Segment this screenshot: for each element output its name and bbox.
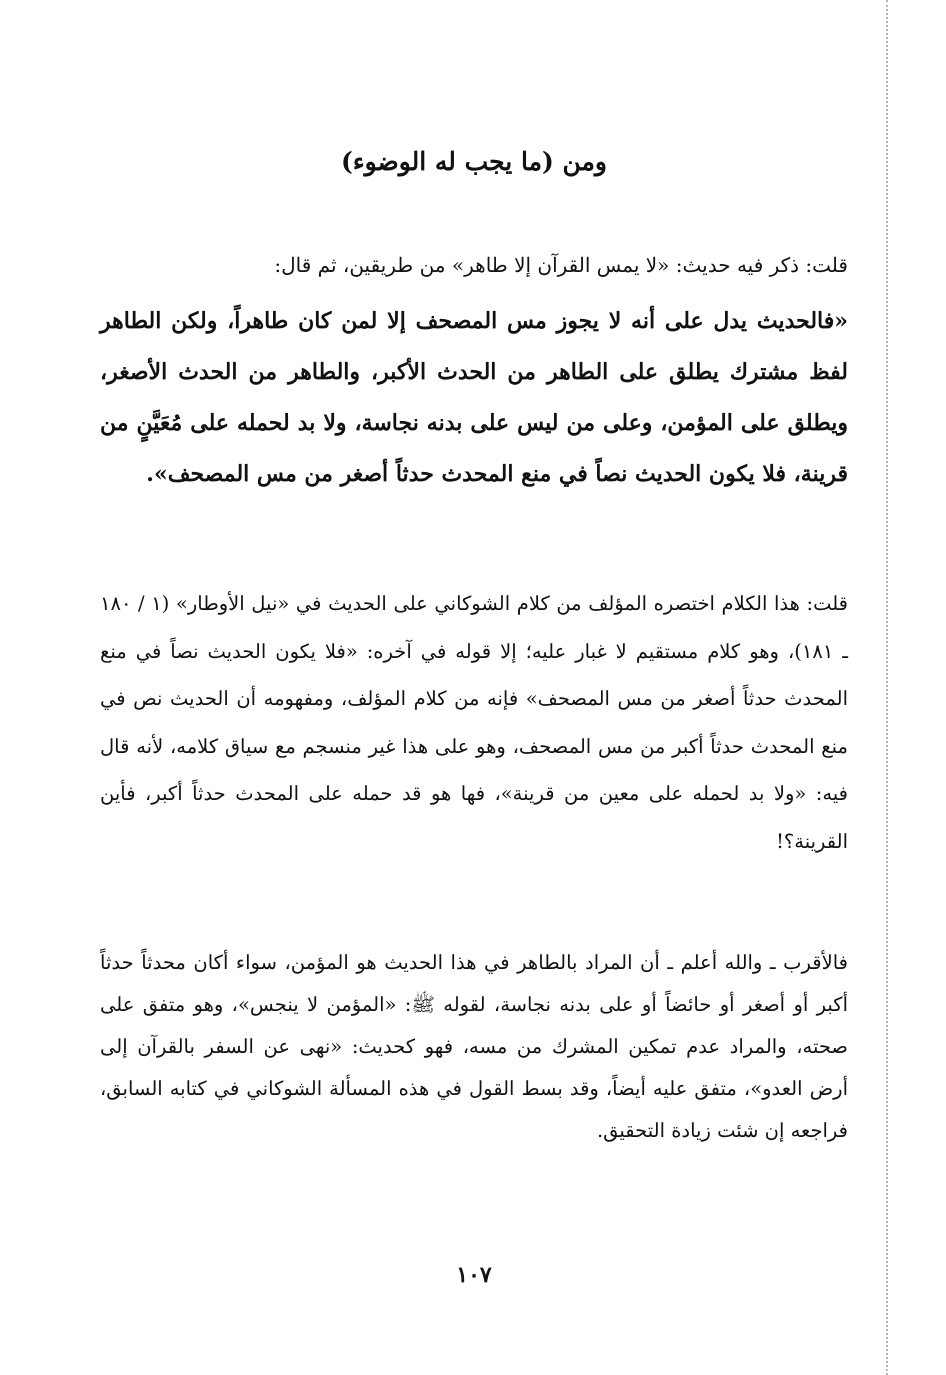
- intro-paragraph: قلت: ذكر فيه حديث: «لا يمس القرآن إلا طاهر» من طريقين، ثم قال:: [274, 253, 848, 277]
- commentary-paragraph: قلت: هذا الكلام اختصره المؤلف من كلام الشوكاني على الحديث في «نيل الأوطار» (١ / ١٨٠ ـ ١٨١)، وهو كلام مستقيم لا غبار عليه؛ إلا قوله في آخره: «فلا يكون الحديث نصاً في منع المحدث حدثاً أصغر من مس المصحف» فإنه من كلام المؤلف، ومفهومه أن الحديث نص في منع المحدث حدثاً أكبر من مس المصحف، وهو على هذا غير منسجم مع سياق كلامه، لأنه قال فيه: «ولا بد لحمله على معين من قرينة»، فها هو قد حمله على المحدث حدثاً أكبر، فأين القرينة؟!: [100, 592, 849, 853]
- quoted-paragraph: «فالحديث يدل على أنه لا يجوز مس المصحف إلا لمن كان طاهراً، ولكن الطاهر لفظ مشترك يطلق على الطاهر من الحدث الأكبر، والطاهر من الحدث الأصغر، ويطلق على المؤمن، وعلى من ليس على بدنه نجاسة، ولا بد لحمله على مُعَيَّنٍ من قرينة، فلا يكون الحديث نصاً في منع المحدث حدثاً أصغر من مس المصحف».: [100, 308, 848, 487]
- section-heading: ومن (ما يجب له الوضوء): [340, 147, 607, 176]
- conclusion-paragraph: فالأقرب ـ والله أعلم ـ أن المراد بالطاهر في هذا الحديث هو المؤمن، سواء أكان محدثاً حدثاً أكبر أو أصغر أو حائضاً أو على بدنه نجاسة، لقوله ﷺ: «المؤمن لا ينجس»، وهو متفق على صحته، والمراد عدم تمكين المشرك من مسه، فهو كحديث: «نهى عن السفر بالقرآن إلى أرض العدو»، متفق عليه أيضاً، وقد بسط القول في هذه المسألة الشوكاني في كتابه السابق، فراجعه إن شئت زيادة التحقيق.: [100, 951, 848, 1142]
- page-number: ١٠٧: [456, 1262, 492, 1288]
- margin-dotted-line: [886, 0, 888, 1375]
